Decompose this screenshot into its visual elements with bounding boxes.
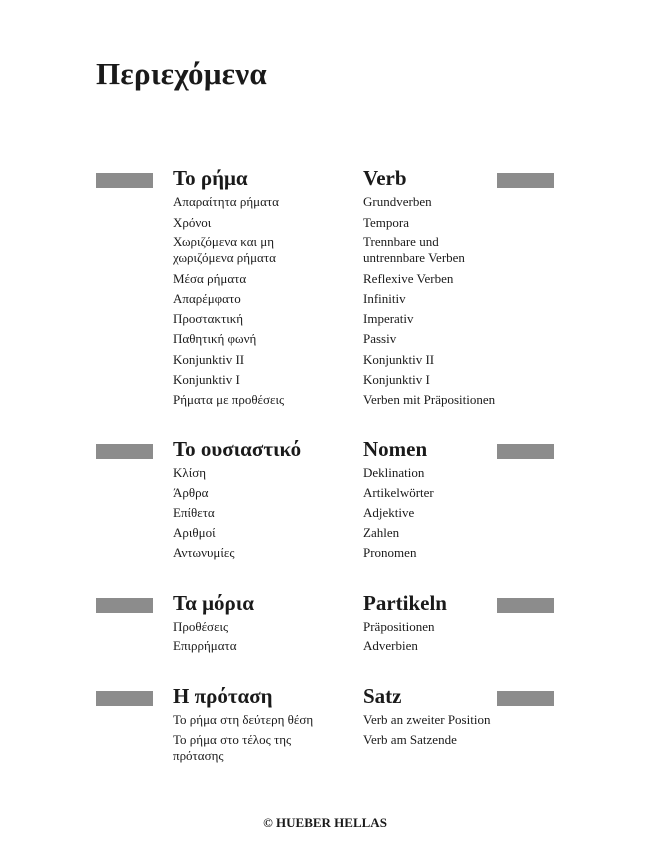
entry-greek: Προθέσεις	[173, 619, 229, 634]
entry-german: Zahlen	[363, 525, 400, 540]
publisher-footer: © HUEBER HELLAS	[263, 815, 387, 830]
entry-german: Infinitiv	[363, 291, 406, 306]
entry-greek: Konjunktiv II	[173, 352, 245, 367]
entry-greek: Αριθμοί	[173, 525, 216, 540]
entry-greek: Μέσα ρήματα	[173, 271, 247, 286]
entry-german: Imperativ	[363, 311, 414, 326]
entry-german: Präpositionen	[363, 619, 435, 634]
entry-german: Artikelwörter	[363, 485, 434, 500]
section-title-greek: Το ουσιαστικό	[173, 437, 302, 461]
entry-greek: Παθητική φωνή	[173, 331, 257, 346]
entry-greek: Χωριζόμενα και μη χωριζόμενα ρήματα	[173, 234, 276, 265]
entry-german: Tempora	[363, 215, 410, 230]
section-title-greek: Η πρόταση	[173, 684, 273, 708]
section-title-german: Nomen	[363, 437, 428, 461]
entry-greek: Αντωνυμίες	[173, 545, 235, 560]
entry-german: Verb an zweiter Position	[363, 712, 491, 727]
entry-german: Adjektive	[363, 505, 415, 520]
section-title-german: Satz	[363, 684, 402, 708]
section-verb	[0, 166, 650, 407]
entry-greek: Το ρήμα στη δεύτερη θέση	[173, 712, 314, 727]
header-bar-right	[497, 598, 554, 613]
entry-greek: Επίθετα	[173, 505, 215, 520]
entry-greek: Konjunktiv I	[173, 372, 240, 387]
section-title-german: Partikeln	[363, 591, 447, 615]
entry-german: Verb am Satzende	[363, 732, 457, 747]
section-title-greek: Το ρήμα	[173, 166, 248, 190]
entry-greek: Απαρέμφατο	[173, 291, 241, 306]
entry-german: Pronomen	[363, 545, 417, 560]
entry-greek: Προστακτική	[173, 311, 244, 326]
entry-greek: Επιρρήματα	[173, 638, 237, 653]
entry-german: Trennbare und untrennbare Verben	[363, 234, 465, 265]
entry-german: Reflexive Verben	[363, 271, 454, 286]
entry-greek: Το ρήμα στο τέλος της πρότασης	[173, 732, 292, 763]
section-partikeln	[0, 591, 650, 653]
section-title-greek: Τα μόρια	[173, 591, 254, 615]
entry-german: Passiv	[363, 331, 397, 346]
header-bar-left	[96, 691, 153, 706]
entry-greek: Άρθρα	[173, 485, 209, 500]
entry-greek: Κλίση	[173, 465, 206, 480]
header-bar-right	[497, 444, 554, 459]
entry-german: Konjunktiv II	[363, 352, 435, 367]
header-bar-left	[96, 173, 153, 188]
entry-german: Adverbien	[363, 638, 418, 653]
section-satz	[0, 684, 650, 763]
entry-german: Deklination	[363, 465, 425, 480]
entry-german: Grundverben	[363, 194, 432, 209]
page-title: Περιεχόμενα	[96, 56, 267, 91]
entry-greek: Ρήματα με προθέσεις	[173, 392, 285, 407]
section-nomen	[0, 437, 650, 560]
header-bar-right	[497, 691, 554, 706]
entry-greek: Χρόνοι	[173, 215, 212, 230]
entry-german: Konjunktiv I	[363, 372, 430, 387]
header-bar-left	[96, 444, 153, 459]
entry-greek: Απαραίτητα ρήματα	[173, 194, 279, 209]
header-bar-left	[96, 598, 153, 613]
section-title-german: Verb	[363, 166, 407, 190]
header-bar-right	[497, 173, 554, 188]
entry-german: Verben mit Präpositionen	[363, 392, 496, 407]
